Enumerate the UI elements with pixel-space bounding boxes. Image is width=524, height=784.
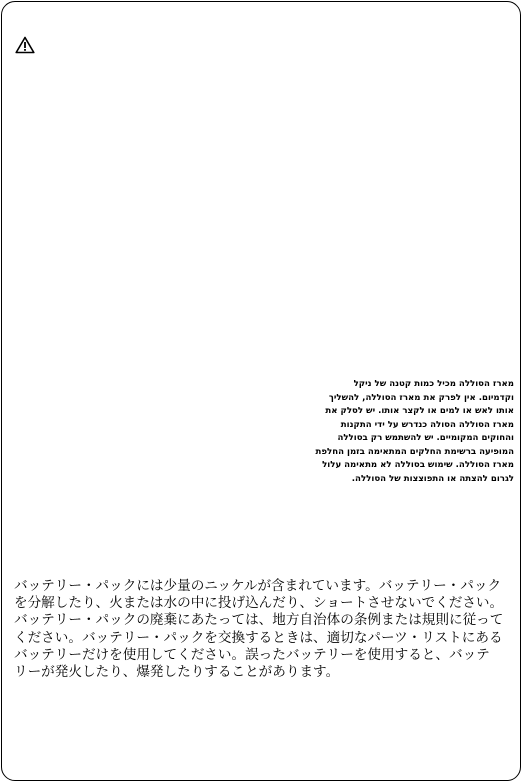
japanese-line: ください。バッテリー・パックを交換するときは、適切なパーツ・リストにある	[14, 629, 503, 646]
hebrew-line: לגרום להצתה או התפוצצות של הסוללה.	[351, 473, 514, 484]
japanese-line: バッテリーだけを使用してください。誤ったバッテリーを使用すると、バッテ	[14, 646, 490, 663]
japanese-line: リーが発火したり、爆発したりすることがあります。	[14, 664, 340, 681]
hebrew-line: והחוקים המקומיים. יש להשתמש רק בסוללה	[337, 433, 514, 443]
japanese-warning-text	[14, 578, 514, 681]
hebrew-warning-text	[290, 378, 514, 486]
hebrew-line: מארז הסוללה הסולה כנדרש על ידי התקנות	[340, 419, 514, 430]
hebrew-line: וקדמיום. אין לפרק את מארז הסוללה, להשליך	[328, 392, 514, 403]
warning-triangle-icon	[15, 36, 35, 54]
hebrew-line: המופיעה ברשימת החלקים המתאימה בזמן החלפת	[315, 446, 514, 457]
japanese-line: バッテリー・パックには少量のニッケルが含まれています。バッテリー・パック	[14, 578, 502, 594]
hebrew-line: מארז הסוללה. שימוש בסוללה לא מתאימה עלול	[322, 460, 514, 470]
japanese-line: を分解したり、火または水の中に投げ込んだり、ショートさせないでください。	[14, 595, 504, 612]
japanese-line: バッテリー・パックの廃棄にあたっては、地方自治体の条例または規則に従って	[14, 612, 504, 629]
hebrew-line: מארז הסוללה מכיל כמות קטנה של ניקל	[353, 379, 514, 389]
hebrew-line: אותו לאש או למים או לקצר אותו. יש לסלק את	[325, 406, 514, 416]
